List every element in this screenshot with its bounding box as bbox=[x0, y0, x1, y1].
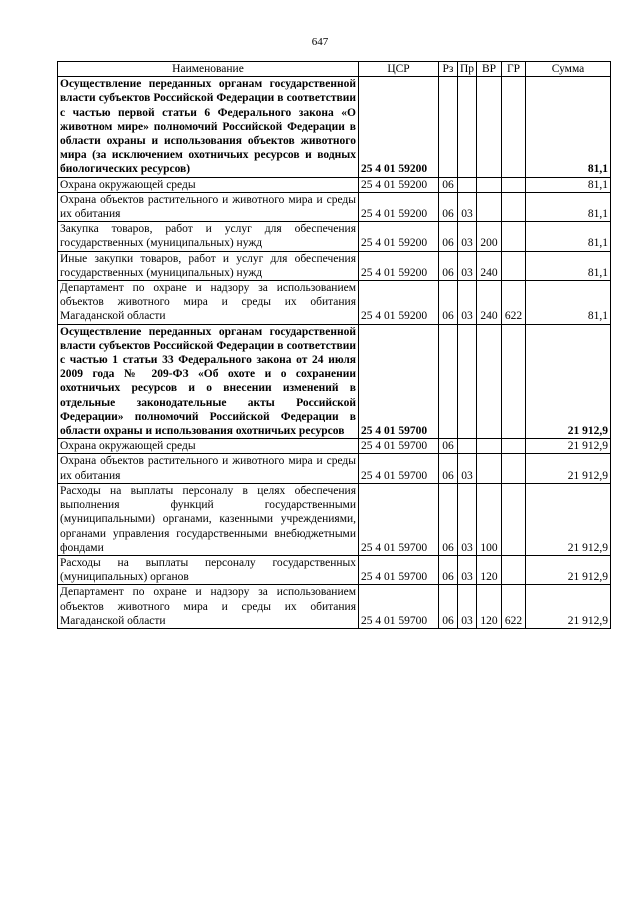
cell-rz: 06 bbox=[439, 177, 458, 192]
cell-sum: 21 912,9 bbox=[526, 483, 611, 555]
cell-vr bbox=[477, 439, 502, 454]
cell-rz: 06 bbox=[439, 192, 458, 221]
cell-gr bbox=[502, 555, 526, 584]
cell-pr: 03 bbox=[458, 555, 477, 584]
cell-name: Иные закупки товаров, работ и услуг для обеспечения государственных (муниципальных) нужд bbox=[58, 251, 359, 280]
cell-name: Расходы на выплаты персоналу государственных (муниципальных) органов bbox=[58, 555, 359, 584]
cell-rz: 06 bbox=[439, 454, 458, 483]
table-row bbox=[58, 177, 611, 192]
cell-pr: 03 bbox=[458, 454, 477, 483]
cell-gr bbox=[502, 251, 526, 280]
cell-name: Расходы на выплаты персоналу в целях обеспечения выполнения функций государственными (муниципальными) органами, казенными учреждениями, органами управления государственными внебюджетными фондами bbox=[58, 483, 359, 555]
cell-csr: 25 4 01 59700 bbox=[359, 585, 439, 629]
table-row bbox=[58, 222, 611, 251]
table-row bbox=[58, 281, 611, 325]
cell-rz: 06 bbox=[439, 439, 458, 454]
cell-name: Охрана объектов растительного и животного мира и среды их обитания bbox=[58, 454, 359, 483]
cell-vr: 200 bbox=[477, 222, 502, 251]
cell-sum: 21 912,9 bbox=[526, 585, 611, 629]
header-rz: Рз bbox=[439, 62, 458, 77]
cell-gr bbox=[502, 324, 526, 439]
cell-name: Департамент по охране и надзору за использованием объектов животного мира и среды их обитания Магаданской области bbox=[58, 281, 359, 325]
cell-csr: 25 4 01 59200 bbox=[359, 192, 439, 221]
cell-name: Департамент по охране и надзору за использованием объектов животного мира и среды их обитания Магаданской области bbox=[58, 585, 359, 629]
table-header-row bbox=[58, 62, 611, 77]
header-pr: Пр bbox=[458, 62, 477, 77]
cell-rz bbox=[439, 324, 458, 439]
cell-sum: 21 912,9 bbox=[526, 555, 611, 584]
cell-sum: 81,1 bbox=[526, 177, 611, 192]
cell-vr bbox=[477, 177, 502, 192]
table-row bbox=[58, 454, 611, 483]
cell-gr bbox=[502, 222, 526, 251]
cell-name: Охрана окружающей среды bbox=[58, 439, 359, 454]
cell-rz bbox=[439, 77, 458, 177]
cell-pr: 03 bbox=[458, 222, 477, 251]
cell-rz: 06 bbox=[439, 251, 458, 280]
cell-csr: 25 4 01 59700 bbox=[359, 483, 439, 555]
cell-name: Закупка товаров, работ и услуг для обеспечения государственных (муниципальных) нужд bbox=[58, 222, 359, 251]
cell-sum: 21 912,9 bbox=[526, 439, 611, 454]
cell-gr bbox=[502, 439, 526, 454]
cell-csr: 25 4 01 59200 bbox=[359, 77, 439, 177]
cell-name: Охрана окружающей среды bbox=[58, 177, 359, 192]
cell-name: Охрана объектов растительного и животного мира и среды их обитания bbox=[58, 192, 359, 221]
cell-vr bbox=[477, 454, 502, 483]
cell-pr: 03 bbox=[458, 192, 477, 221]
cell-csr: 25 4 01 59200 bbox=[359, 222, 439, 251]
cell-gr: 622 bbox=[502, 281, 526, 325]
table-row bbox=[58, 251, 611, 280]
cell-gr bbox=[502, 177, 526, 192]
cell-sum: 81,1 bbox=[526, 222, 611, 251]
cell-gr bbox=[502, 192, 526, 221]
cell-csr: 25 4 01 59200 bbox=[359, 251, 439, 280]
cell-vr bbox=[477, 324, 502, 439]
cell-pr bbox=[458, 77, 477, 177]
cell-csr: 25 4 01 59700 bbox=[359, 555, 439, 584]
cell-pr bbox=[458, 439, 477, 454]
cell-pr: 03 bbox=[458, 585, 477, 629]
cell-vr: 240 bbox=[477, 281, 502, 325]
cell-rz: 06 bbox=[439, 281, 458, 325]
cell-sum: 81,1 bbox=[526, 192, 611, 221]
header-vr: ВР bbox=[477, 62, 502, 77]
cell-rz: 06 bbox=[439, 483, 458, 555]
cell-name: Осуществление переданных органам государственной власти субъектов Российской Федерации в соответствии с частью первой статьи 6 Федерального закона «О животном мире» полномочий Российской Федерации в области охраны и использования объектов животного мира (за исключением охотничьих ресурсов и водных биологических ресурсов) bbox=[58, 77, 359, 177]
cell-pr bbox=[458, 324, 477, 439]
cell-sum: 21 912,9 bbox=[526, 454, 611, 483]
cell-gr bbox=[502, 454, 526, 483]
header-sum: Сумма bbox=[526, 62, 611, 77]
cell-pr: 03 bbox=[458, 251, 477, 280]
table-row bbox=[58, 77, 611, 177]
table-row bbox=[58, 324, 611, 439]
cell-vr: 100 bbox=[477, 483, 502, 555]
cell-pr: 03 bbox=[458, 281, 477, 325]
cell-vr: 120 bbox=[477, 555, 502, 584]
cell-sum: 81,1 bbox=[526, 77, 611, 177]
cell-gr bbox=[502, 77, 526, 177]
table-row bbox=[58, 585, 611, 629]
cell-sum: 81,1 bbox=[526, 251, 611, 280]
cell-csr: 25 4 01 59200 bbox=[359, 177, 439, 192]
table-row bbox=[58, 483, 611, 555]
page-number: 647 bbox=[311, 36, 329, 48]
cell-vr bbox=[477, 192, 502, 221]
header-csr: ЦСР bbox=[359, 62, 439, 77]
cell-pr: 03 bbox=[458, 483, 477, 555]
cell-gr bbox=[502, 483, 526, 555]
cell-pr bbox=[458, 177, 477, 192]
table-row bbox=[58, 439, 611, 454]
cell-sum: 81,1 bbox=[526, 281, 611, 325]
cell-name: Осуществление переданных органам государственной власти субъектов Российской Федерации в соответствии с частью 1 статьи 33 Федерального закона от 24 июля 2009 года № 209-ФЗ «Об охоте и о сохранении охотничьих ресурсов и о внесении изменений в отдельные законодательные акты Российской Федерации» полномочий Российской Федерации в области охраны и использования охотничьих ресурсов bbox=[58, 324, 359, 439]
cell-vr: 240 bbox=[477, 251, 502, 280]
cell-vr: 120 bbox=[477, 585, 502, 629]
cell-rz: 06 bbox=[439, 585, 458, 629]
cell-csr: 25 4 01 59700 bbox=[359, 439, 439, 454]
cell-sum: 21 912,9 bbox=[526, 324, 611, 439]
cell-csr: 25 4 01 59700 bbox=[359, 324, 439, 439]
header-gr: ГР bbox=[502, 62, 526, 77]
cell-rz: 06 bbox=[439, 555, 458, 584]
cell-csr: 25 4 01 59700 bbox=[359, 454, 439, 483]
cell-gr: 622 bbox=[502, 585, 526, 629]
table-row bbox=[58, 555, 611, 584]
cell-rz: 06 bbox=[439, 222, 458, 251]
table-row bbox=[58, 192, 611, 221]
budget-table bbox=[57, 61, 611, 629]
header-name: Наименование bbox=[58, 62, 359, 77]
cell-vr bbox=[477, 77, 502, 177]
cell-csr: 25 4 01 59200 bbox=[359, 281, 439, 325]
